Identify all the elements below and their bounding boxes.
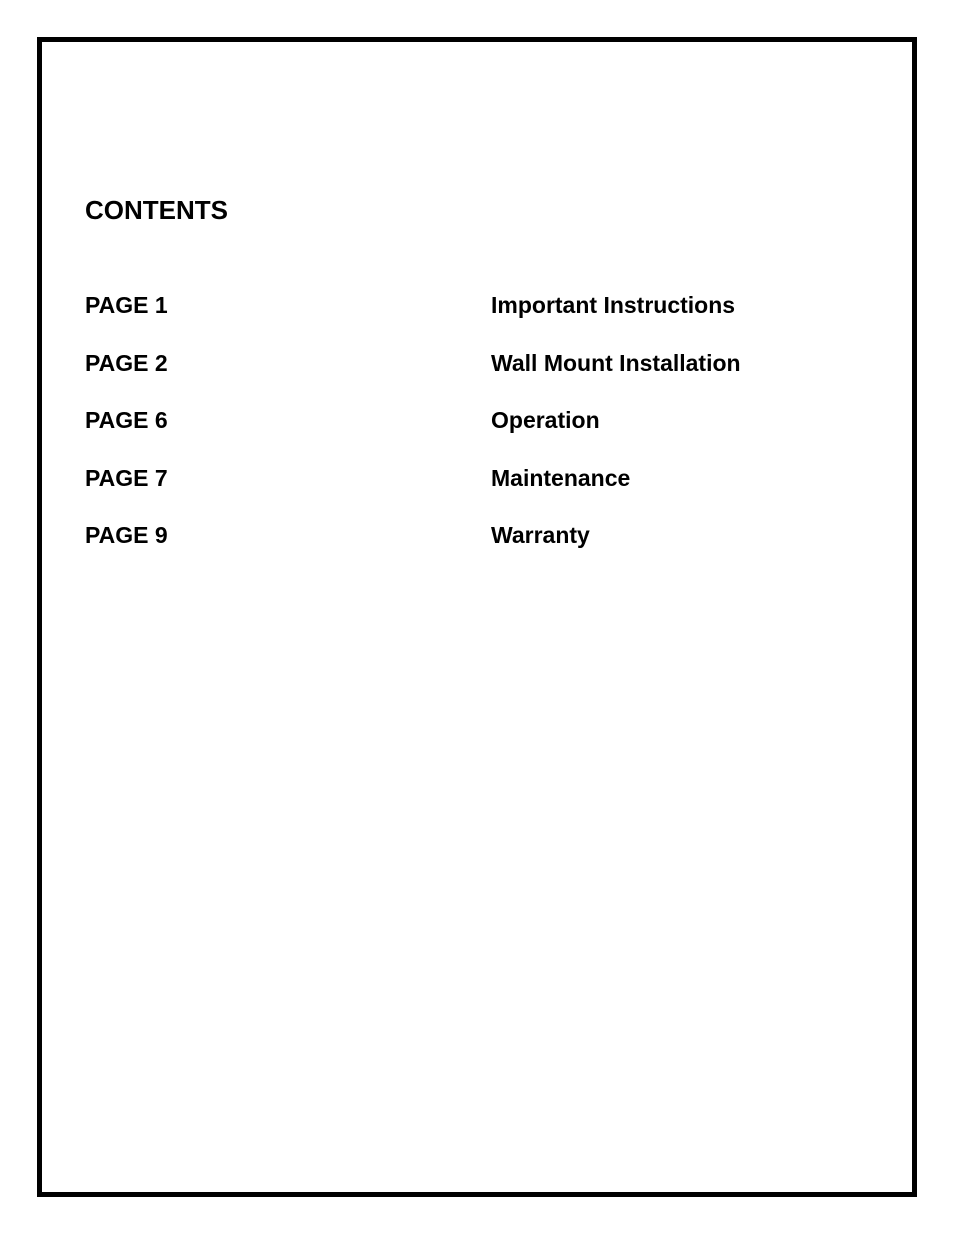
toc-section-title: Maintenance — [491, 464, 631, 491]
toc-entry — [85, 290, 845, 348]
toc-page-number: PAGE 9 — [85, 522, 168, 548]
toc-page-number: PAGE 1 — [85, 292, 168, 318]
toc-section-title: Operation — [491, 407, 600, 433]
table-of-contents — [85, 290, 845, 578]
toc-entry — [85, 520, 845, 578]
page-title: CONTENTS — [85, 195, 228, 225]
toc-entry — [85, 463, 845, 521]
toc-entry — [85, 348, 845, 406]
toc-section-title: Important Instructions — [491, 292, 736, 318]
toc-page-number: PAGE 7 — [85, 464, 168, 491]
toc-section-title: Warranty — [491, 522, 590, 548]
toc-page-number: PAGE 6 — [85, 407, 168, 433]
toc-page-number: PAGE 2 — [85, 349, 168, 376]
toc-section-title: Wall Mount Installation — [491, 349, 741, 376]
toc-entry — [85, 405, 845, 463]
